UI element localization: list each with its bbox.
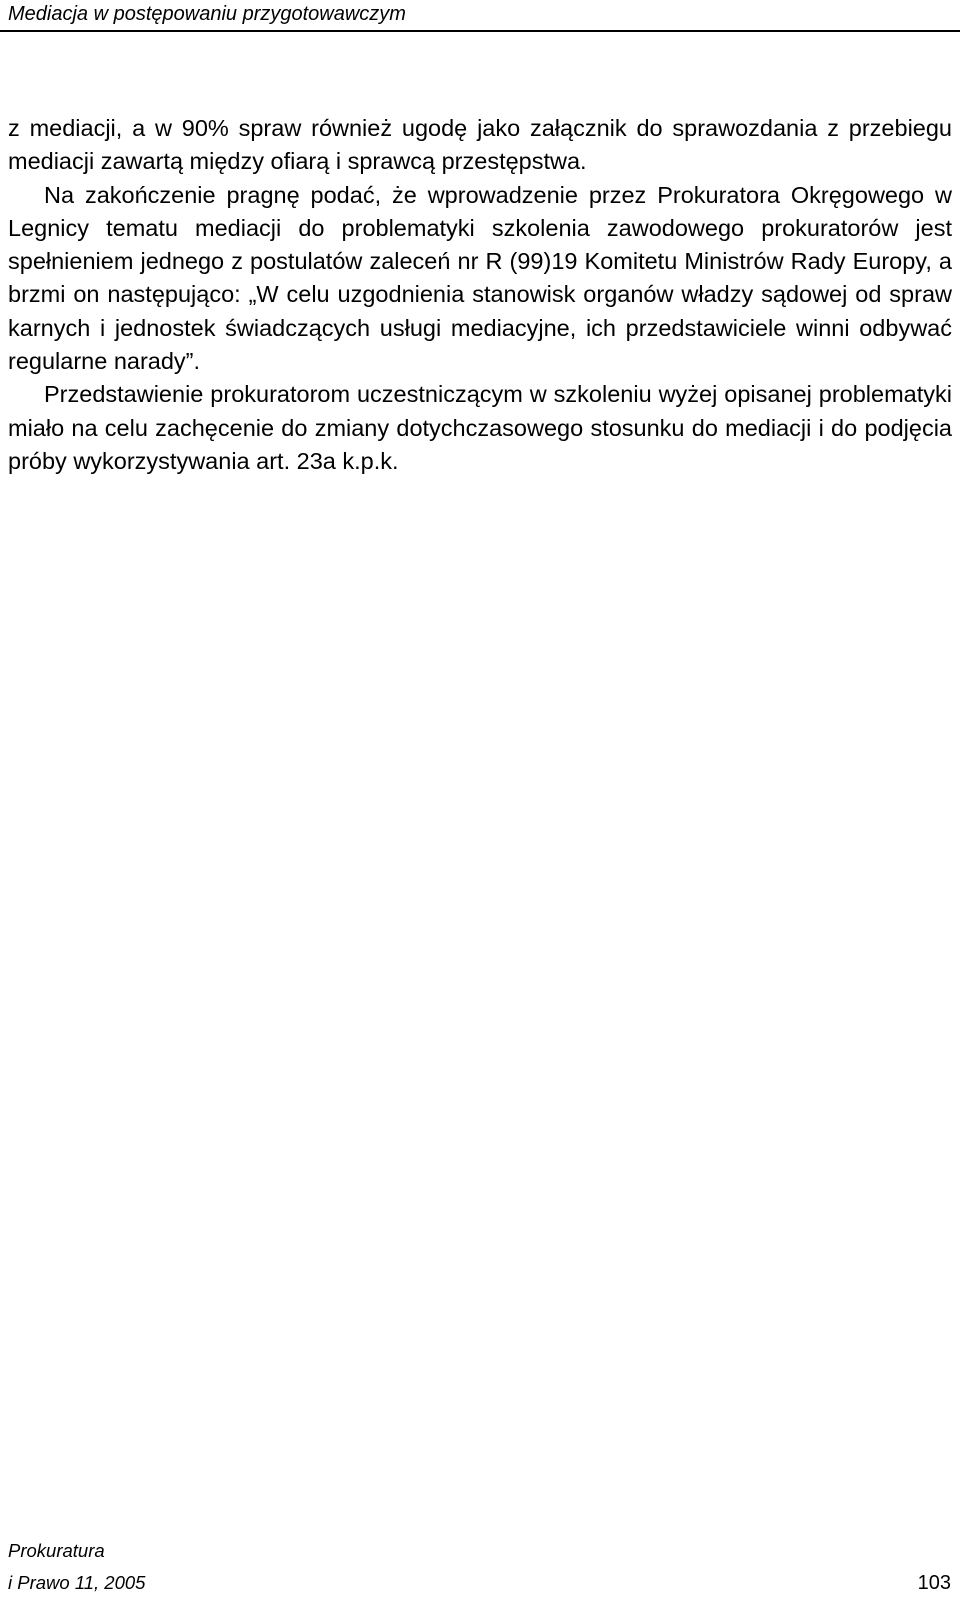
journal-name: Prokuratura <box>8 1540 105 1561</box>
journal-footer <box>8 1535 145 1599</box>
running-header-title: Mediacja w postępowaniu przygotowawczym <box>8 3 406 25</box>
journal-issue: i Prawo 11, 2005 <box>8 1572 146 1593</box>
page-number: 103 <box>917 1572 951 1594</box>
paragraph-continuation: z mediacji, a w 90% spraw również ugodę jako załącznik do sprawozdania z przebiegu mediacji zawartą między ofiarą i sprawcą przestępstwa. <box>8 115 952 175</box>
paragraph-conclusion: Na zakończenie pragnę podać, że wprowadzenie przez Prokuratora Okręgowego w Legnicy tematu mediacji do problematyki szkolenia zawodowego prokuratorów jest spełnieniem jednego z postulatów zaleceń nr R (99)19 Komitetu Ministrów Rady Europy, a brzmi on następująco: „W celu uzgodnienia stanowisk organów władzy sądowej od spraw karnych i jednostek świadczących usługi mediacyjne, ich przedstawiciele winni odbywać regularne narady”. <box>8 181 952 375</box>
article-body <box>8 112 952 478</box>
running-header <box>0 0 960 32</box>
header-divider <box>0 30 960 32</box>
paragraph-training-purpose: Przedstawienie prokuratorom uczestniczącym w szkoleniu wyżej opisanej problematyki miało na celu zachęcenie do zmiany dotychczasowego stosunku do mediacji i do podjęcia próby wykorzystywania art. 23a k.p.k. <box>8 381 952 474</box>
